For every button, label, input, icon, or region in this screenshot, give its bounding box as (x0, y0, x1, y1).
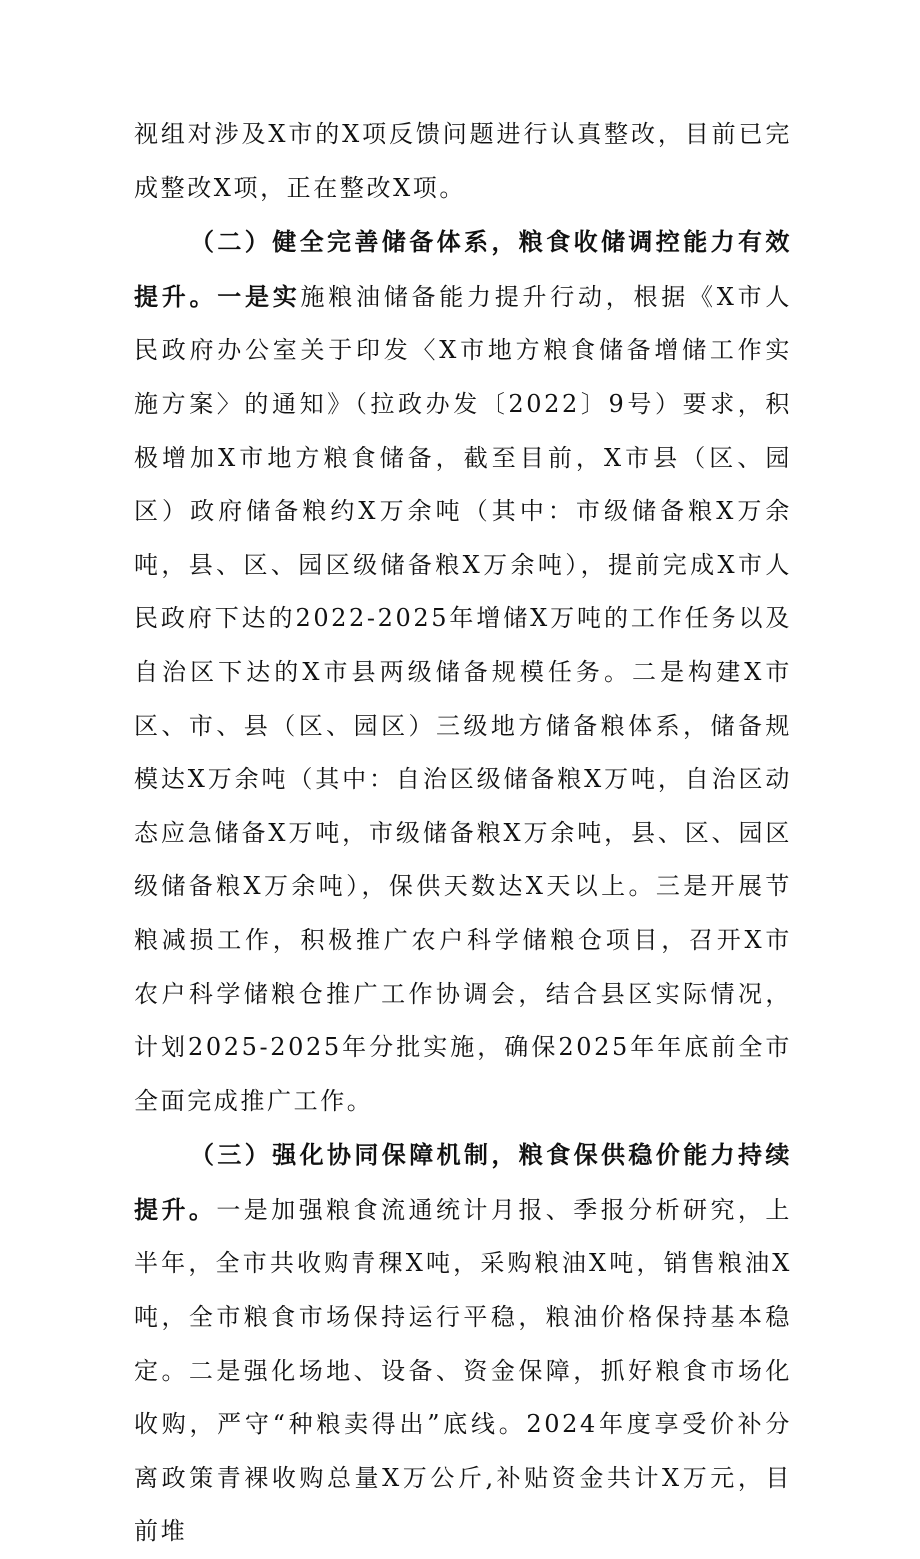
paragraph-text: 视组对涉及X市的X项反馈问题进行认真整改，目前已完成整改X项，正在整改X项。 (134, 120, 792, 202)
section-heading: （二）健全完善储备体系，粮食收储调控能力有效提升。 (134, 227, 792, 311)
paragraph-lead: 一是实 (217, 281, 301, 311)
paragraph-reserve-system (134, 215, 792, 1128)
paragraph-continued (134, 108, 792, 215)
paragraph-text: 施粮油储备能力提升行动，根据《X市人民政府办公室关于印发〈X市地方粮食储备增储工作实施方案〉的通知》（拉政办发〔2022〕9号）要求，积极增加X市地方粮食储备，截至目前，X市县（区、园区）政府储备粮约X万余吨（其中：市级储备粮X万余吨，县、区、园区级储备粮X万余吨），提前完成X市人民政府下达的2022-2025年增储X万吨的工作任务以及自治区下达的X市县两级储备规模任务。二是构建X市区、市、县（区、园区）三级地方储备粮体系，储备规模达X万余吨（其中：自治区级储备粮X万吨，自治区动态应急储备X万吨，市级储备粮X万余吨，县、区、园区级储备粮X万余吨），保供天数达X天以上。三是开展节粮减损工作，积极推广农户科学储粮仓项目，召开X市农户科学储粮仓推广工作协调会，结合县区实际情况，计划2025-2025年分批实施，确保2025年年底前全市全面完成推广工作。 (134, 282, 792, 1115)
paragraph-supply-mechanism (134, 1128, 792, 1559)
document-body (134, 108, 792, 1559)
section-heading: （三）强化协同保障机制，粮食保供稳价能力持续提升。 (134, 1140, 792, 1224)
paragraph-text: 一是加强粮食流通统计月报、季报分析研究，上半年，全市共收购青稞X吨，采购粮油X吨，销售粮油X吨，全市粮食市场保持运行平稳，粮油价格保持基本稳定。二是强化场地、设备、资金保障，抓好粮食市场化收购，严守“种粮卖得出”底线。2024年度享受价补分离政策青裸收购总量X万公斤,补贴资金共计X万元，目前堆 (134, 1195, 792, 1546)
